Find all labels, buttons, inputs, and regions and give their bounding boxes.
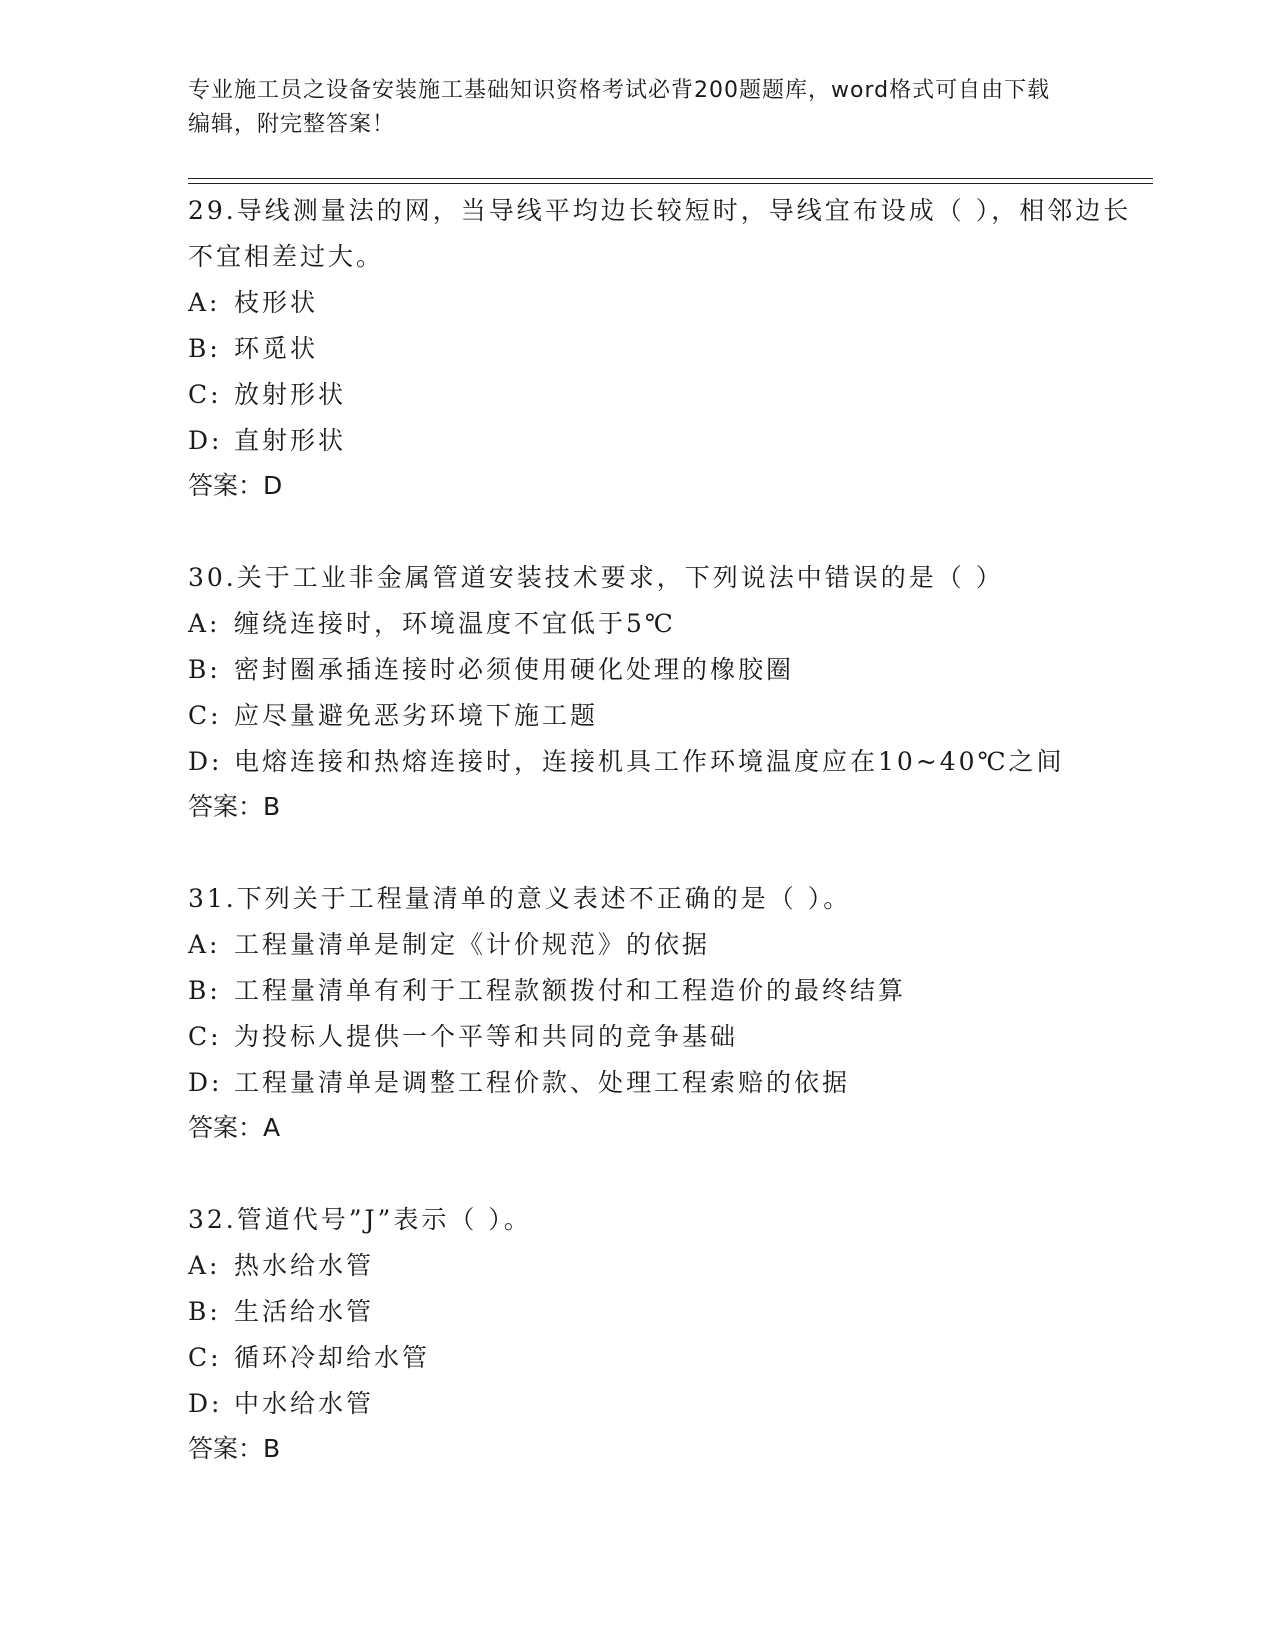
option-letter: A: xyxy=(188,288,221,317)
option-letter: D: xyxy=(188,426,223,455)
option-d xyxy=(188,739,1148,785)
option-a xyxy=(188,280,1148,326)
answer-line: 答案：A xyxy=(188,1113,281,1142)
question-29 xyxy=(188,188,1148,508)
option-letter: C: xyxy=(188,1022,222,1051)
answer-line: 答案：B xyxy=(188,1434,281,1463)
option-c xyxy=(188,693,1148,739)
option-letter: B: xyxy=(188,1297,221,1326)
option-text: 中水给水管 xyxy=(234,1389,375,1418)
option-d xyxy=(188,418,1148,464)
option-c xyxy=(188,372,1148,418)
option-text: 循环冷却给水管 xyxy=(234,1343,431,1372)
option-letter: D: xyxy=(188,1389,223,1418)
option-text: 直射形状 xyxy=(234,426,347,455)
question-stem: 31.下列关于工程量清单的意义表述不正确的是（ ）。 xyxy=(188,884,852,913)
option-text: 工程量清单有利于工程款额拨付和工程造价的最终结算 xyxy=(234,976,907,1005)
answer-line: 答案：B xyxy=(188,792,281,821)
option-b xyxy=(188,968,1148,1014)
option-text: 缠绕连接时，环境温度不宜低于5℃ xyxy=(234,609,676,638)
option-letter: D: xyxy=(188,1068,223,1097)
option-text: 为投标人提供一个平等和共同的竞争基础 xyxy=(234,1022,739,1051)
option-letter: C: xyxy=(188,701,222,730)
option-letter: A: xyxy=(188,1251,221,1280)
question-stem: 32.管道代号”J”表示（ ）。 xyxy=(188,1205,532,1234)
question-stem: 29.导线测量法的网，当导线平均边长较短时，导线宜布设成（ ），相邻边长不宜相差过大。 xyxy=(188,196,1132,271)
option-c xyxy=(188,1335,1148,1381)
option-letter: B: xyxy=(188,976,221,1005)
option-letter: C: xyxy=(188,1343,222,1372)
option-text: 热水给水管 xyxy=(234,1251,375,1280)
option-b xyxy=(188,326,1148,372)
option-text: 工程量清单是制定《计价规范》的依据 xyxy=(234,930,711,959)
option-a xyxy=(188,601,1148,647)
option-d xyxy=(188,1381,1148,1427)
option-b xyxy=(188,647,1148,693)
option-text: 工程量清单是调整工程价款、处理工程索赔的依据 xyxy=(234,1068,851,1097)
option-letter: C: xyxy=(188,380,222,409)
answer-line: 答案：D xyxy=(188,471,283,500)
option-letter: A: xyxy=(188,609,221,638)
header-double-rule xyxy=(188,178,1153,184)
option-text: 应尽量避免恶劣环境下施工题 xyxy=(234,701,599,730)
option-letter: D: xyxy=(188,747,223,776)
option-text: 电熔连接和热熔连接时，连接机具工作环境温度应在10~40℃之间 xyxy=(234,747,1065,776)
question-30 xyxy=(188,555,1148,829)
question-31 xyxy=(188,876,1148,1150)
option-text: 生活给水管 xyxy=(234,1297,375,1326)
option-c xyxy=(188,1014,1148,1060)
question-32 xyxy=(188,1197,1148,1471)
option-text: 环觅状 xyxy=(234,334,319,363)
option-a xyxy=(188,922,1148,968)
option-letter: B: xyxy=(188,655,221,684)
option-d xyxy=(188,1060,1148,1106)
option-text: 枝形状 xyxy=(234,288,319,317)
document-header: 专业施工员之设备安装施工基础知识资格考试必背200题题库，word格式可自由下载编辑，附完整答案！ xyxy=(188,78,1051,137)
option-letter: A: xyxy=(188,930,221,959)
option-b xyxy=(188,1289,1148,1335)
option-text: 放射形状 xyxy=(234,380,347,409)
option-text: 密封圈承插连接时必须使用硬化处理的橡胶圈 xyxy=(234,655,795,684)
question-list xyxy=(188,188,1148,1518)
question-stem: 30.关于工业非金属管道安装技术要求，下列说法中错误的是（ ） xyxy=(188,563,1004,592)
option-a xyxy=(188,1243,1148,1289)
option-letter: B: xyxy=(188,334,221,363)
